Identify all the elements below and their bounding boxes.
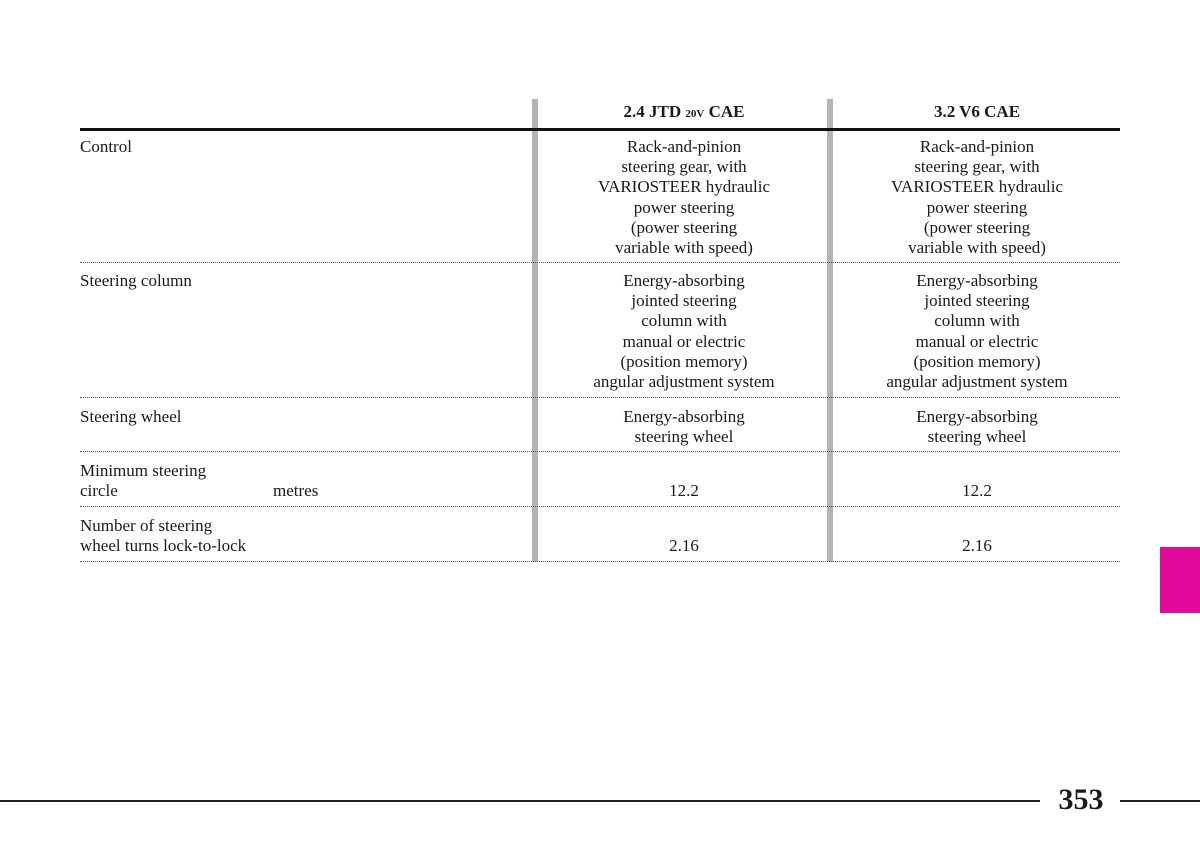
column-separator-left [532, 99, 538, 562]
page-number: 353 [1058, 783, 1104, 816]
cell-steering-column-jtd: Energy-absorbing jointed steering column with manual or electric (position memory) angular adjustment system [593, 271, 775, 392]
row-divider [80, 451, 1120, 452]
row-label-steering-column: Steering column [80, 271, 192, 290]
row-label-control: Control [80, 137, 132, 156]
cell-steering-column-v6: Energy-absorbing jointed steering column with manual or electric (position memory) angular adjustment system [886, 271, 1068, 392]
header-2-4-jtd-suffix: CAE [708, 102, 745, 121]
row-divider [80, 262, 1120, 263]
footer-rule-left [0, 800, 1040, 802]
cell-min-circle-jtd: 12.2 [669, 481, 699, 500]
row-label-steering-turns: Number of steering wheel turns lock-to-lock [80, 516, 247, 556]
cell-control-jtd: Rack-and-pinion steering gear, with VARIOSTEER hydraulic power steering (power steering variable with speed) [597, 137, 771, 258]
row-divider [80, 561, 1120, 562]
cell-turns-jtd: 2.16 [669, 536, 699, 555]
row-divider [80, 397, 1120, 398]
header-2-4-jtd [540, 101, 828, 123]
cell-turns-v6: 2.16 [962, 536, 992, 555]
row-label-steering-wheel: Steering wheel [80, 407, 182, 426]
footer-rule-right [1120, 800, 1200, 802]
cell-control-v6: Rack-and-pinion steering gear, with VARIOSTEER hydraulic power steering (power steering variable with speed) [890, 137, 1064, 258]
header-2-4-jtd-sub: 20V [685, 108, 705, 120]
cell-steering-wheel-jtd: Energy-absorbing steering wheel [623, 407, 745, 447]
header-3-2-v6: 3.2 V6 CAE [933, 102, 1021, 121]
header-2-4-jtd-main: 2.4 JTD [623, 102, 682, 121]
section-tab-marker [1160, 547, 1200, 613]
header-rule [80, 128, 1120, 131]
row-divider [80, 506, 1120, 507]
row-label-minimum-steering-circle: Minimum steering circle [80, 461, 207, 501]
cell-min-circle-v6: 12.2 [962, 481, 992, 500]
cell-steering-wheel-v6: Energy-absorbing steering wheel [916, 407, 1038, 447]
row-unit-metres: metres [273, 481, 319, 500]
